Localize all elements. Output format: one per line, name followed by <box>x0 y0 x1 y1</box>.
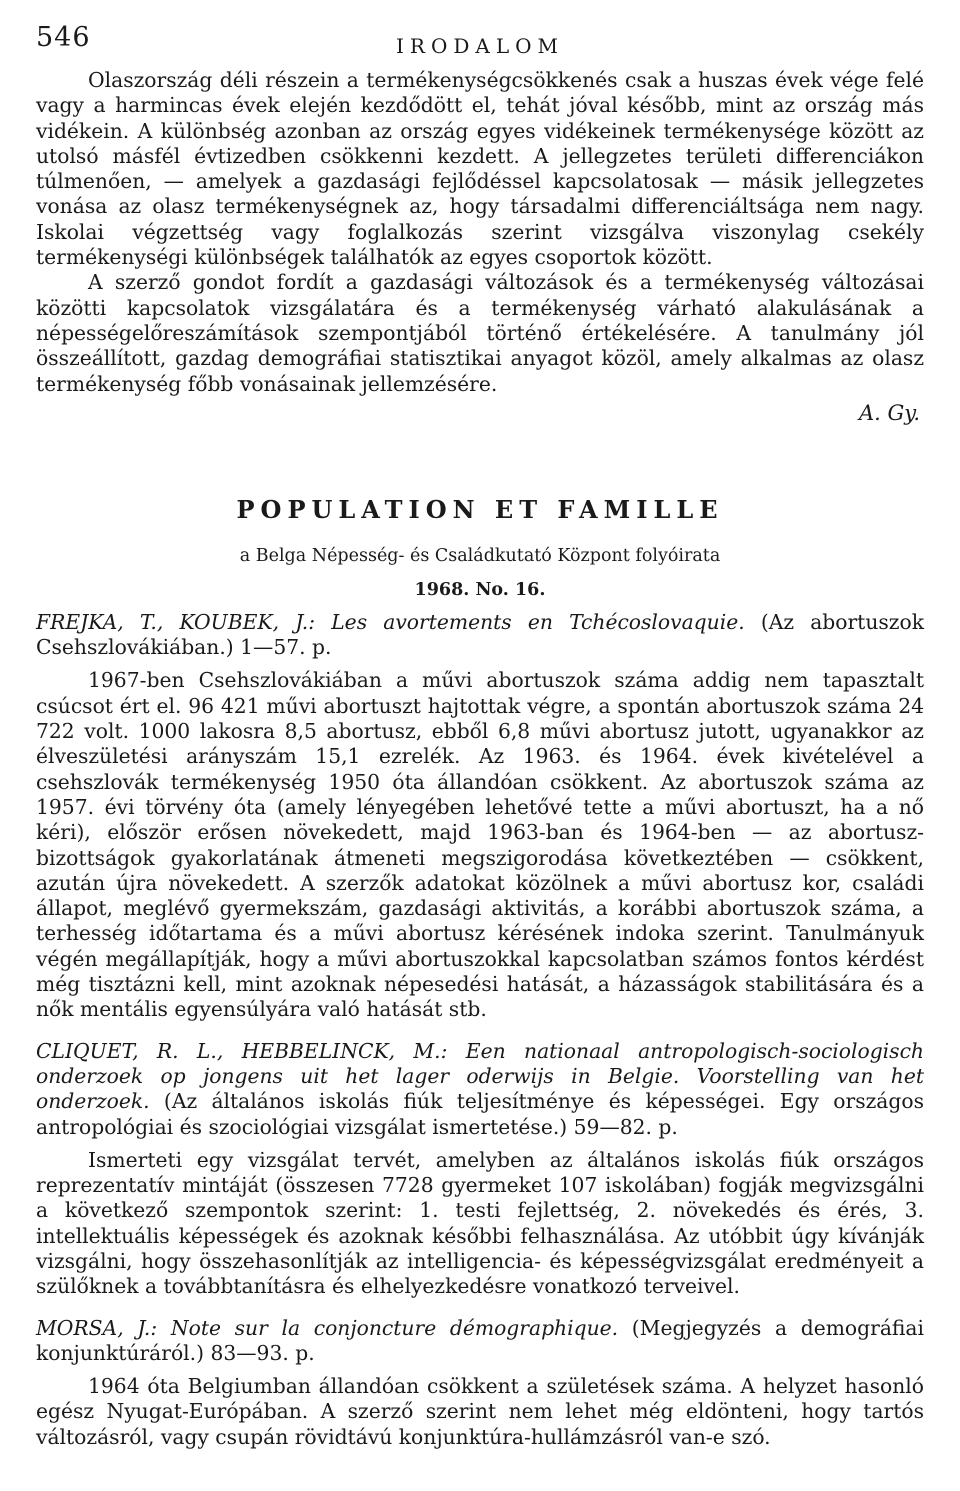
reference-translation: (Az abortuszok Csehszlovákiában.) 1—57. p. <box>36 609 924 660</box>
intro-paragraph-1: Olaszország déli részein a termékenységcsökkenés csak a huszas évek vége felé vagy a harmincas évek elején kezdődött el, tehát jóval később, mint az ország más vidékein. A különbség azonban az ország egyes vidékeinek termékenysége között az utolsó másfél évtizedben csökkenni kezdett. A jellegzetes területi differenciákon túlmenően, — amelyek a gazdasági fejlődéssel kapcsolatosak — másik jellegzetes vonása az olasz termékenységnek az, hogy társadalmi differenciáltsága nem nagy. Iskolai végzettség vagy foglalkozás szerint vizsgálva viszonylag csekély termékenységi különbségek találhatók az egyes csoportok között. <box>36 68 924 270</box>
reference-title: Les avortements en Tchécoslovaquie. <box>331 609 745 634</box>
reference-authors: MORSA, J.: <box>36 1315 158 1340</box>
reference-citation <box>36 1316 924 1367</box>
section-title: POPULATION ET FAMILLE <box>236 494 724 524</box>
reviewer-signature: A. Gy. <box>858 400 920 425</box>
reference-translation: (Megjegyzés a demográfiai konjunktúráról.) 83—93. p. <box>36 1315 925 1365</box>
journal-description: a Belga Népesség- és Családkutató Központ folyóirata <box>239 545 721 566</box>
reference-citation <box>36 610 924 661</box>
issue-line: 1968. No. 16. <box>414 579 546 600</box>
reference-citation <box>36 1039 924 1140</box>
reference-summary: 1964 óta Belgiumban állandóan csökkent a születések száma. A helyzet hasonló egész Nyugat-Európában. A szerző szerint nem lehet még eldönteni, hogy tartós változásról, vagy csupán rövidtávú konjunktúra-hullámzásról van-e szó. <box>36 1374 924 1449</box>
page-number: 546 <box>36 22 91 53</box>
reference-title: Note sur la conjoncture démographique. <box>170 1315 619 1340</box>
reference-summary: 1967-ben Csehszlovákiában a művi abortuszok száma addig nem tapasztalt csúcsot ért el. 96 421 művi abortuszt hajtottak végre, a spontán abortuszok száma 24 722 volt. 1000 lakosra 8,5 abortusz, ebből 6,8 művi abortusz jutott, ugyanakkor az élveszületési arányszám 15,1 ezrelék. Az 1963. és 1964. évek kivételével a csehszlovák termékenység 1950 óta állandóan csökkent. Az abortuszok száma az 1957. évi törvény óta (amely lényegében lehetővé tette a művi abortuszt, ha a nő kéri), először erősen növekedett, majd 1963-ban és 1964-ben — az abortusz-bizottságok gyakorlatának átmeneti megszigorodása következtében — csökkent, azután újra növekedett. A szerzők adatokat közölnek a művi abortusz kor, családi állapot, meglévő gyermekszám, gazdasági aktivitás, a korábbi abortuszok száma, a terhesség időtartama és a művi abortusz kérésének indoka szerint. Tanulmányuk végén megállapítják, hogy a művi abortuszokkal kapcsolatban számos fontos kérdést még tisztázni kell, mint azoknak népesedési hatását, a házasságok stabilitására és a nők mentális egyensúlyára való hatását stb. <box>36 668 924 1022</box>
reference-authors: CLIQUET, R. L., HEBBELINCK, M.: <box>36 1038 448 1063</box>
intro-paragraph-2: A szerző gondot fordít a gazdasági változások és a termékenység változásai közötti kapcsolatok vizsgálatára és a termékenység várható alakulásának a népességelőreszámítások szempontjából történő értékelésére. A tanulmány jól összeállított, gazdag demográfiai statisztikai anyagot közöl, amely alkalmas az olasz termékenység főbb vonásainak jellemzésére. <box>36 270 924 396</box>
reference-authors: FREJKA, T., KOUBEK, J.: <box>36 609 316 634</box>
reference-translation: (Az általános iskolás fiúk teljesítménye és képességei. Egy országos antropológiai és szociológiai vizsgálat ismertetése.) 59—82. p. <box>36 1089 925 1139</box>
running-head: IRODALOM <box>396 34 564 58</box>
document-page <box>36 14 924 1450</box>
reference-summary: Ismerteti egy vizsgálat tervét, amelyben az általános iskolás fiúk országos reprezentatív mintáját (összesen 7728 gyermeket 107 iskolában) fogják megvizsgálni a következő szempontok szerint: 1. testi fejlettség, 2. növekedés és érés, 3. intellektuális képességek és azoknak későbbi felhasználása. Az utóbbit úgy kívánják vizsgálni, hogy összehasonlítják az intelligencia- és képességvizsgálat eredményeit a szülőknek a továbbtanításra és elhelyezkedésre vonatkozó terveivel. <box>36 1147 924 1299</box>
page-header <box>36 14 924 68</box>
reference-title: Een nationaal antropologisch-sociologisch onderzoek op jongens uit het lager oderwijs in Belgie. Voorstelling van het onderzoek. <box>36 1038 924 1114</box>
